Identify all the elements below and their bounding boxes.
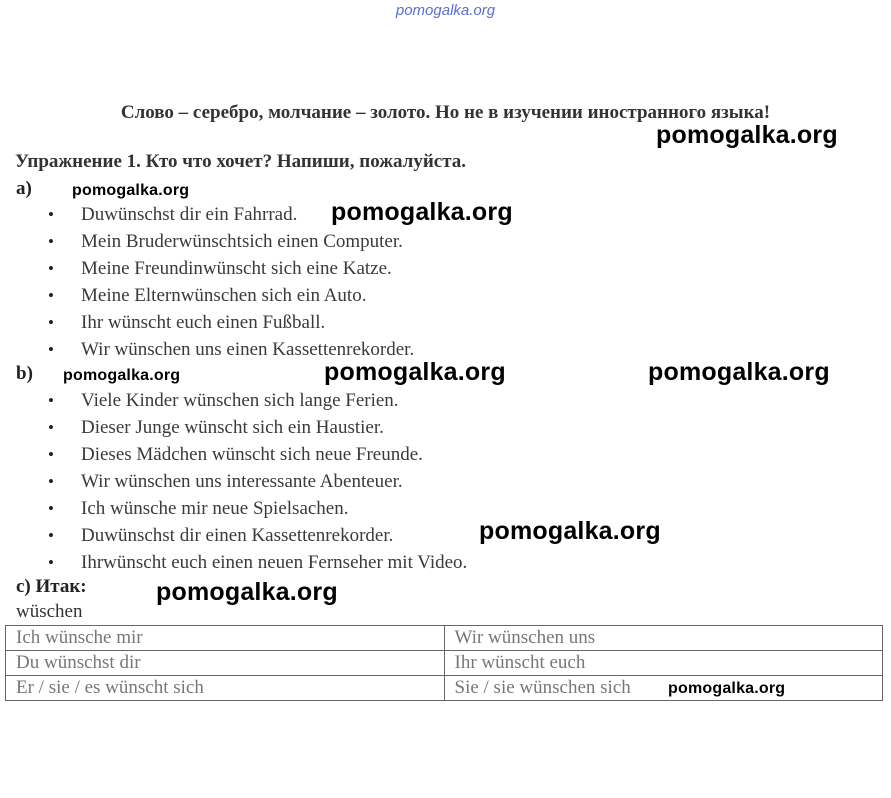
bullet-icon: •: [48, 232, 54, 251]
list-item: • Mein Bruderwünschtsich einen Computer.: [48, 228, 414, 255]
watermark: pomogalka.org: [324, 358, 506, 386]
watermark: pomogalka.org: [63, 367, 181, 384]
table-cell: Er / sie / es wünscht sich: [6, 676, 445, 701]
list-item: • Ihr wünscht euch einen Fußball.: [48, 309, 414, 336]
bullet-icon: •: [48, 445, 54, 464]
watermark: pomogalka.org: [331, 198, 513, 226]
bullet-icon: •: [48, 313, 54, 332]
list-item: • Ihrwünscht euch einen neuen Fernseher mit Video.: [48, 549, 467, 576]
table-row: [6, 626, 883, 651]
table-row: [6, 651, 883, 676]
bullet-icon: •: [48, 472, 54, 491]
watermark: pomogalka.org: [479, 517, 661, 545]
list-item: • Duwünschst dir ein Fahrrad.: [48, 201, 414, 228]
motto-heading: Слово – серебро, молчание – золото. Но не в изучении иностранного языка!: [120, 102, 771, 123]
bullet-icon: •: [48, 418, 54, 437]
list-item: • Meine Elternwünschen sich ein Auto.: [48, 282, 414, 309]
table-cell: Ich wünsche mir: [6, 626, 445, 651]
list-item: • Duwünschst dir einen Kassettenrekorder.: [48, 522, 467, 549]
exercise-title: Упражнение 1. Кто что хочет? Напиши, пожалуйста.: [15, 151, 467, 172]
bullet-icon: •: [48, 286, 54, 305]
watermark: pomogalka.org: [656, 121, 838, 149]
list-item: • Meine Freundinwünscht sich eine Katze.: [48, 255, 414, 282]
bullet-icon: •: [48, 259, 54, 278]
list-item: • Ich wünsche mir neue Spielsachen.: [48, 495, 467, 522]
section-c-label: c) Итак:: [16, 576, 87, 597]
bullet-icon: •: [48, 391, 54, 410]
list-item: • Wir wünschen uns interessante Abenteuer.: [48, 468, 467, 495]
table-cell: Wir wünschen uns: [444, 626, 883, 651]
section-b-label: b): [16, 363, 33, 384]
list-item: • Dieses Mädchen wünscht sich neue Freunde.: [48, 441, 467, 468]
list-item: • Wir wünschen uns einen Kassettenrekorder.: [48, 336, 414, 363]
site-header[interactable]: pomogalka.org: [395, 2, 496, 19]
verb-heading: wüschen: [16, 601, 83, 622]
section-b-list: [48, 387, 467, 576]
section-a-label: a): [16, 178, 32, 199]
table-cell: Du wünschst dir: [6, 651, 445, 676]
list-item: • Dieser Junge wünscht sich ein Haustier.: [48, 414, 467, 441]
bullet-icon: •: [48, 205, 54, 224]
bullet-icon: •: [48, 340, 54, 359]
bullet-icon: •: [48, 526, 54, 545]
watermark: pomogalka.org: [668, 680, 786, 697]
watermark: pomogalka.org: [648, 358, 830, 386]
list-item: • Viele Kinder wünschen sich lange Ferien.: [48, 387, 467, 414]
bullet-icon: •: [48, 553, 54, 572]
bullet-icon: •: [48, 499, 54, 518]
watermark: pomogalka.org: [156, 578, 338, 606]
table-cell: Ihr wünscht euch: [444, 651, 883, 676]
table-cell: Sie / sie wünschen sich: [444, 676, 883, 701]
watermark: pomogalka.org: [72, 182, 190, 199]
